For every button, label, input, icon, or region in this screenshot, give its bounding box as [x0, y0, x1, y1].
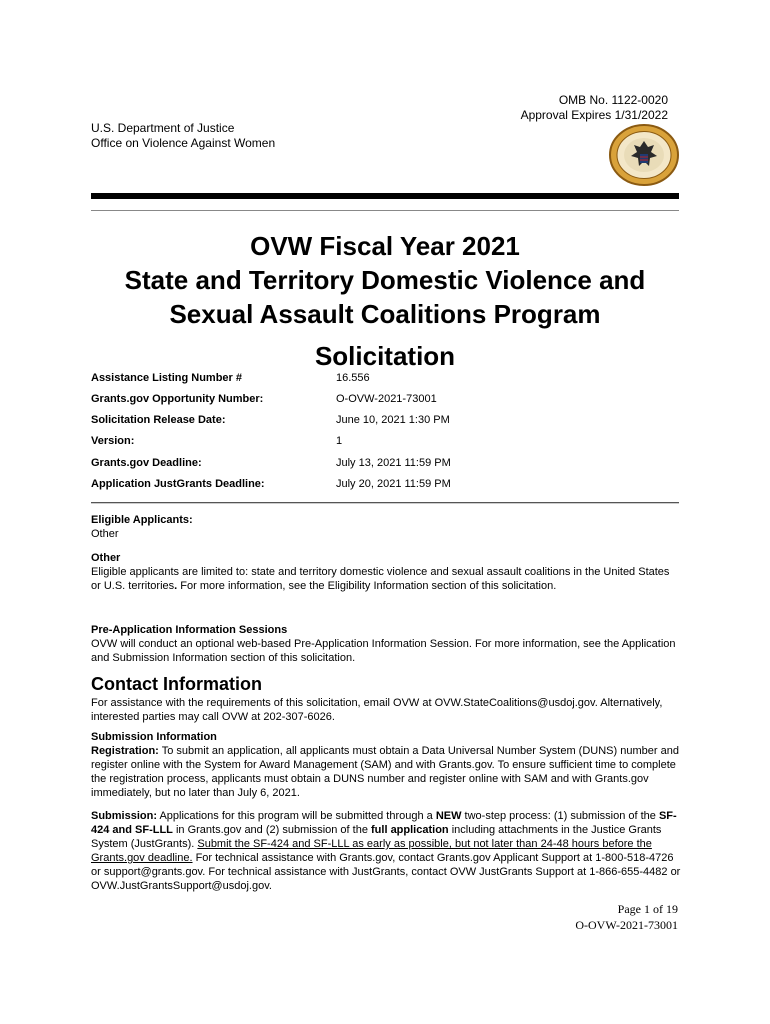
page-number: Page 1 of 19 [617, 902, 678, 916]
omb-number: OMB No. 1122-0020 [558, 93, 668, 107]
eligible-heading: Eligible Applicants: [91, 514, 193, 526]
meta-label: Version: [91, 435, 135, 447]
meta-value: July 13, 2021 11:59 PM [336, 457, 451, 469]
eligible-applicants-section [91, 513, 681, 541]
meta-label: Grants.gov Deadline: [91, 457, 202, 469]
page-footer [575, 901, 678, 933]
eligible-value: Other [91, 528, 119, 540]
meta-value: June 10, 2021 1:30 PM [336, 414, 450, 426]
meta-row [91, 414, 651, 428]
meta-label: Grants.gov Opportunity Number: [91, 393, 264, 405]
header-thin-rule [91, 210, 679, 211]
meta-row [91, 372, 651, 386]
contact-text: For assistance with the requirements of this solicitation, email OVW at OVW.StateCoalitions@usdoj.gov. Alternatively, interested parties may call OVW at 202-307-6026. [91, 697, 663, 723]
submission-info-heading: Submission Information [91, 731, 217, 743]
pre-application-heading: Pre-Application Information Sessions [91, 624, 288, 636]
meta-label: Application JustGrants Deadline: [91, 478, 265, 490]
document-title [60, 229, 710, 331]
contact-heading: Contact Information [91, 674, 262, 694]
document-subtitle: Solicitation [314, 341, 456, 371]
footer-opportunity-number: O-OVW-2021-73001 [575, 918, 678, 932]
doj-seal-icon [609, 124, 679, 186]
submission-paragraph: Submission: Applications for this program will be submitted through a NEW two-step process: (1) submission of the SF-424 and SF-LLL in Grants.gov and (2) submission of the full application including attachments in the Justice Grants System (JustGrants). Submit the SF-424 and SF-LLL as early as possible, but not later than 24-48 hours before the Grants.gov deadline. For technical assistance with Grants.gov, contact Grants.gov Applicant Support at 1-800-518-4726 or support@grants.gov. For technical assistance with JustGrants, contact OVW JustGrants Support at 1-866-655-4482 or OVW.JustGrantsSupport@usdoj.gov. [91, 810, 681, 892]
header-thick-rule [91, 193, 679, 199]
title-line-2: State and Territory Domestic Violence and [124, 265, 646, 295]
department-block [91, 121, 275, 151]
meta-value: July 20, 2021 11:59 PM [336, 478, 451, 490]
section-divider [91, 502, 679, 503]
approval-expires: Approval Expires 1/31/2022 [520, 108, 668, 122]
meta-label: Assistance Listing Number # [91, 372, 242, 384]
other-section [91, 551, 681, 593]
meta-value: O-OVW-2021-73001 [336, 393, 437, 405]
meta-row [91, 457, 651, 471]
pre-application-text: OVW will conduct an optional web-based Pre-Application Information Session. For more information, see the Application and Submission Information section of this solicitation. [91, 638, 676, 664]
department-name: U.S. Department of Justice [91, 121, 235, 135]
office-name: Office on Violence Against Women [91, 136, 276, 150]
meta-row [91, 393, 651, 407]
meta-row [91, 435, 651, 449]
registration-paragraph: Registration: To submit an application, all applicants must obtain a Data Universal Number System (DUNS) number and register online with the System for Award Management (SAM) and with Grants.gov. To ensure sufficient time to complete the registration process, applicants must obtain a DUNS number and register online with SAM and with Grants.gov immediately, but no later than July 6, 2021. [91, 745, 679, 799]
meta-value: 1 [336, 435, 343, 447]
meta-label: Solicitation Release Date: [91, 414, 226, 426]
meta-row [91, 478, 651, 492]
omb-block [521, 93, 668, 123]
title-line-1: OVW Fiscal Year 2021 [250, 231, 520, 261]
title-line-3: Sexual Assault Coalitions Program [169, 299, 601, 329]
pre-application-section [91, 623, 681, 665]
submission-info-section [91, 730, 681, 800]
other-text: Eligible applicants are limited to: state and territory domestic violence and sexual assault coalitions in the United States or U.S. territories. For more information, see the Eligibility Information section of this solicitation. [91, 566, 670, 592]
other-heading: Other [91, 552, 121, 564]
meta-value: 16.556 [336, 372, 370, 384]
